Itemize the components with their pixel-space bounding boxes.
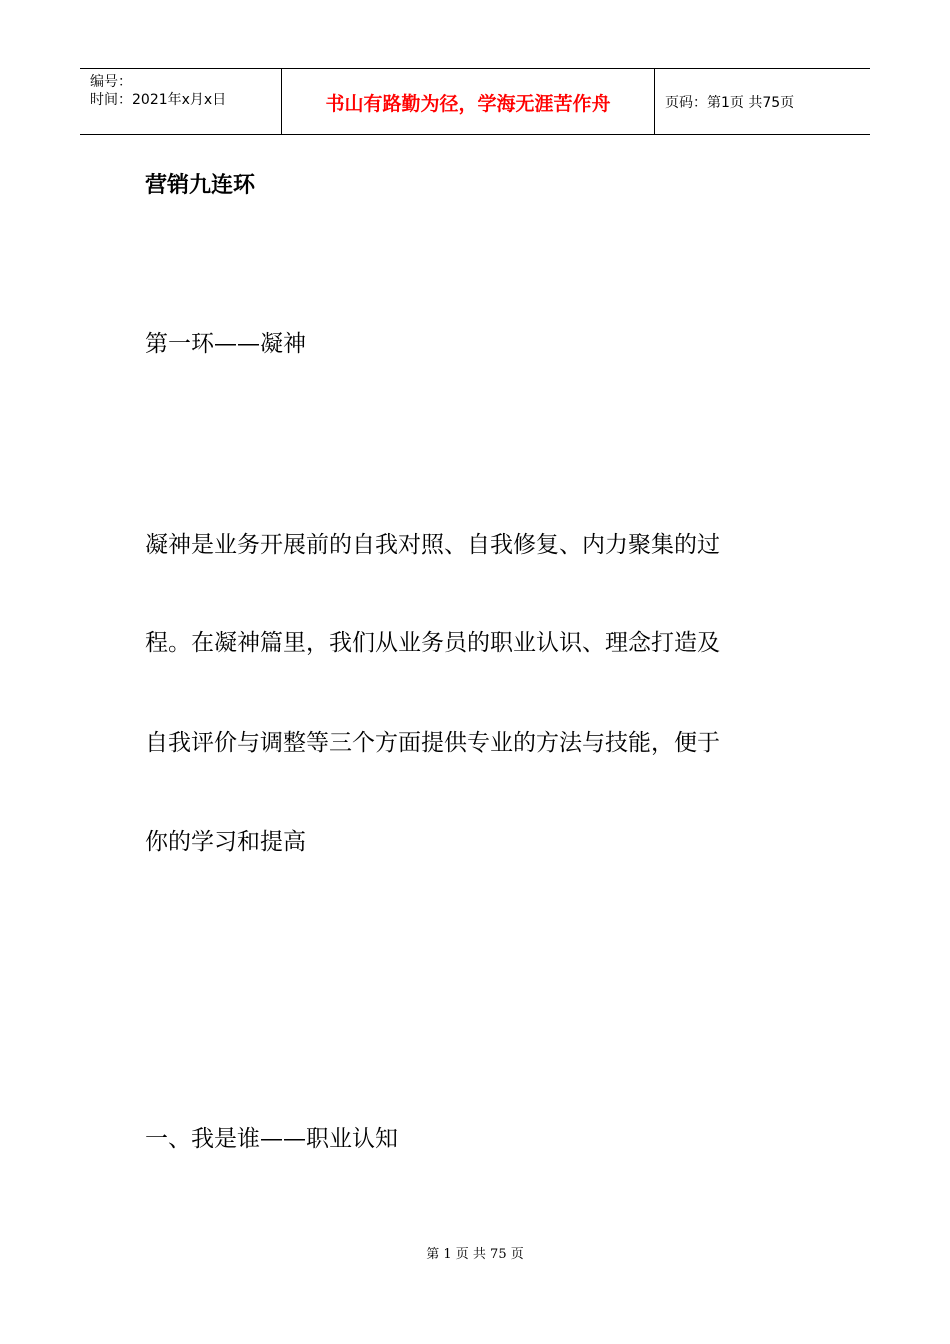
section-heading: 第一环——凝神 bbox=[145, 331, 306, 357]
motto-text: 书山有路勤为径，学海无涯苦作舟 bbox=[325, 93, 611, 115]
subsection-heading: 一、我是谁——职业认知 bbox=[145, 1126, 398, 1152]
page-footer: 第 1 页 共 75 页 bbox=[426, 1247, 524, 1262]
page-code: 页码：第1页 共75页 bbox=[665, 95, 795, 111]
header-info-cell bbox=[80, 69, 282, 134]
document-title: 营销九连环 bbox=[145, 173, 256, 198]
body-text-line: 凝神是业务开展前的自我对照、自我修复、内力聚集的过 bbox=[145, 532, 720, 558]
header-motto-cell bbox=[282, 69, 655, 134]
header-page-cell bbox=[655, 69, 870, 134]
body-text-line: 你的学习和提高 bbox=[145, 829, 306, 855]
date-line: 时间：2021年x月x日 bbox=[90, 92, 227, 108]
body-text-line: 程。在凝神篇里，我们从业务员的职业认识、理念打造及 bbox=[145, 630, 720, 656]
body-text-line: 自我评价与调整等三个方面提供专业的方法与技能，便于 bbox=[145, 730, 720, 756]
serial-number-label: 编号： bbox=[90, 74, 132, 90]
page-header bbox=[80, 68, 870, 135]
